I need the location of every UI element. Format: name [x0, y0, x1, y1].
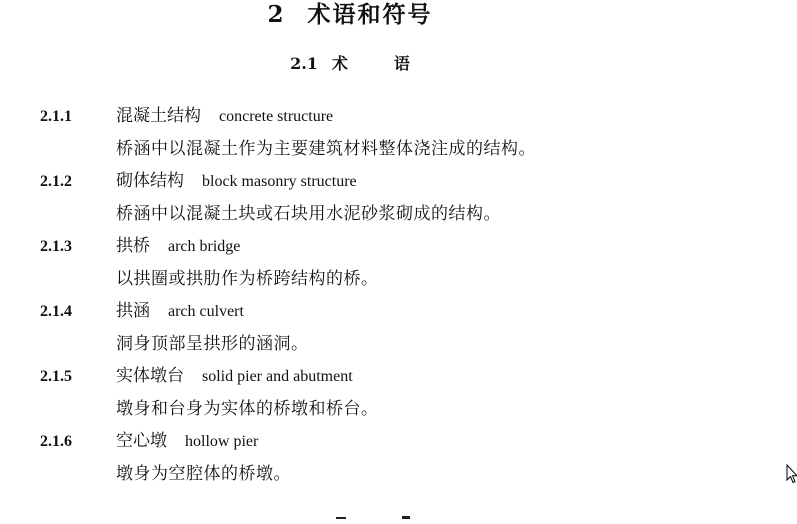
term-chinese: 拱桥	[116, 236, 150, 256]
term-heading	[40, 168, 760, 201]
term-definition: 墩身和台身为实体的桥墩和桥台。	[116, 399, 379, 419]
term-english: block masonry structure	[202, 173, 357, 190]
term-heading	[40, 103, 760, 136]
term-heading	[40, 298, 760, 331]
term-chinese: 实体墩台	[116, 366, 184, 386]
term-number: 2.1.1	[40, 108, 72, 125]
term-entry	[40, 233, 760, 292]
term-chinese: 空心墩	[116, 431, 167, 451]
chapter-title	[0, 0, 700, 30]
page-footer-fragment	[330, 505, 420, 512]
section-title	[0, 52, 700, 76]
term-entry	[40, 363, 760, 422]
term-entry	[40, 168, 760, 227]
term-chinese: 混凝土结构	[116, 106, 201, 126]
term-chinese: 砌体结构	[116, 171, 184, 191]
term-number: 2.1.2	[40, 173, 72, 190]
term-entry	[40, 298, 760, 357]
term-english: arch bridge	[168, 238, 241, 255]
term-definition: 桥涵中以混凝土块或石块用水泥砂浆砌成的结构。	[116, 204, 501, 224]
term-english: arch culvert	[168, 303, 244, 320]
term-number: 2.1.3	[40, 238, 72, 255]
section-title-part1: 术	[331, 54, 348, 73]
term-number: 2.1.5	[40, 368, 72, 385]
term-english: solid pier and abutment	[202, 368, 353, 385]
term-number: 2.1.6	[40, 433, 72, 450]
term-number: 2.1.4	[40, 303, 72, 320]
term-definition: 桥涵中以混凝土作为主要建筑材料整体浇注成的结构。	[116, 139, 536, 159]
term-entry	[40, 103, 760, 162]
chapter-number: 2	[267, 1, 286, 28]
term-heading	[40, 233, 760, 266]
term-chinese: 拱涵	[116, 301, 150, 321]
section-title-part2: 语	[393, 54, 410, 73]
term-english: concrete structure	[219, 108, 334, 125]
section-number: 2.1	[290, 54, 318, 73]
term-heading	[40, 363, 760, 396]
mouse-pointer-icon	[786, 464, 797, 484]
term-entry	[40, 428, 760, 487]
term-definition: 墩身为空腔体的桥墩。	[116, 464, 291, 484]
chapter-title-text: 术语和符号	[307, 1, 433, 28]
term-heading	[40, 428, 760, 461]
term-english: hollow pier	[185, 433, 259, 450]
term-definition: 以拱圈或拱肋作为桥跨结构的桥。	[116, 269, 379, 289]
term-definition: 洞身顶部呈拱形的涵洞。	[116, 334, 309, 354]
